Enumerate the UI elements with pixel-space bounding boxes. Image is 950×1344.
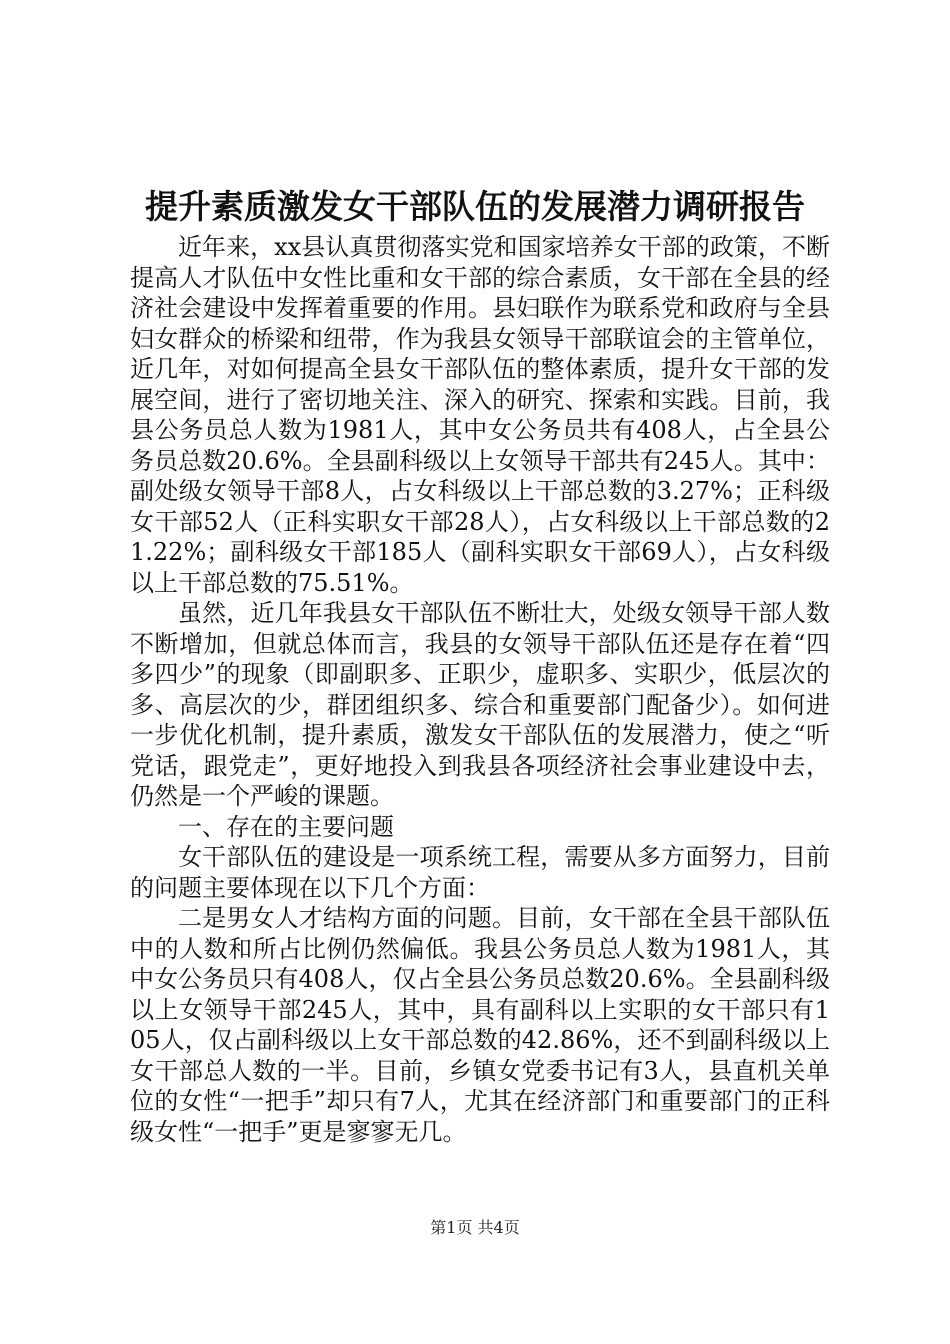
page-title: 提升素质激发女干部队伍的发展潜力调研报告 — [145, 187, 805, 226]
page-footer: 第1页 共4页 — [430, 1218, 520, 1237]
section-heading-main-problems: 一、存在的主要问题 — [178, 812, 394, 841]
paragraph-gender-structure: 二是男女人才结构方面的问题。目前，女干部在全县干部队伍中的人数和所占比例仍然偏低。我县公务员总人数为1981人，其中女公务员只有408人，仅占全县公务员总数20.6%。全县副科级以上女领导干部245人，其中，具有副科以上实职的女干部只有105人，仅占副科级以上女干部总数的42.86%，还不到副科级以上女干部总人数的一半。目前，乡镇女党委书记有3人，县直机关单位的女性“一把手”却只有7人，尤其在经济部门和重要部门的正科级女性“一把手”更是寥寥无几。 — [130, 904, 830, 1146]
document-body — [130, 232, 830, 1147]
paragraph-problem-overview: 虽然，近几年我县女干部队伍不断壮大，处级女领导干部人数不断增加，但就总体而言，我县的女领导干部队伍还是存在着“四多四少”的现象（即副职多、正职少，虚职多、实职少，低层次的多、高层次的少，群团组织多、综合和重要部门配备少）。如何进一步优化机制，提升素质，激发女干部队伍的发展潜力，使之“听党话，跟党走”，更好地投入到我县各项经济社会事业建设中去，仍然是一个严峻的课题。 — [130, 599, 830, 810]
paragraph-intro: 近年来，xx县认真贯彻落实党和国家培养女干部的政策，不断提高人才队伍中女性比重和女干部的综合素质，女干部在全县的经济社会建设中发挥着重要的作用。县妇联作为联系党和政府与全县妇女群众的桥梁和纽带，作为我县女领导干部联谊会的主管单位，近几年，对如何提高全县女干部队伍的整体素质，提升女干部的发展空间，进行了密切地关注、深入的研究、探索和实践。目前，我县公务员总人数为1981人，其中女公务员共有408人，占全县公务员总数20.6%。全县副科级以上女领导干部共有245人。其中：副处级女领导干部8人，占女科级以上干部总数的3.27%；正科级女干部52人（正科实职女干部28人），占女科级以上干部总数的21.22%；副科级女干部185人（副科实职女干部69人），占女科级以上干部总数的75.51%。 — [130, 233, 830, 597]
paragraph-problem-intro: 女干部队伍的建设是一项系统工程，需要从多方面努力，目前的问题主要体现在以下几个方面： — [130, 843, 830, 902]
